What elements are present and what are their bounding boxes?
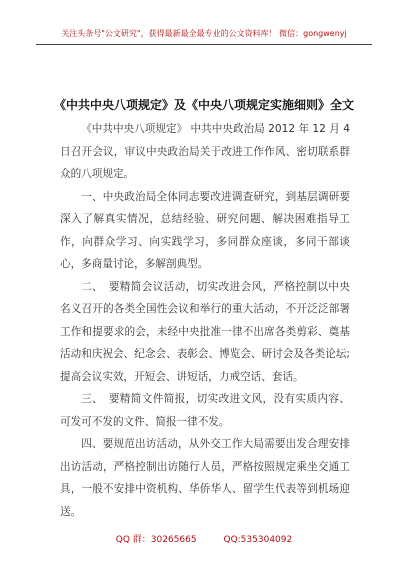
paragraph-4: 四、要规范出访活动，从外交工作大局需要出发合理安排出访活动，严格控制出访随行人员，严格按照规定乘坐交通工具，一般不安排中资机构、华侨华人、留学生代表等到机场迎送。 — [60, 438, 350, 518]
paragraph-1: 一、中央政治局全体同志要改进调查研究，到基层调研要深入了解真实情况，总结经验、研究问题、解决困难指导工作，向群众学习、向实践学习，多同群众座谈，多同干部谈心，多商量讨论，多解剖典型。 — [60, 190, 350, 270]
paragraph-3: 三、 要精简文件简报，切实改进文风，没有实质内容、可发可不发的文件、简报一律不发。 — [60, 393, 350, 428]
footer-qq-group: QQ 群：30265665 — [115, 535, 197, 545]
paragraph-2: 二、 要精简会议活动，切实改进会风，严格控制以中央名义召开的各类全国性会议和举行的重大活动，不开泛泛部署工作和提要求的会，未经中央批准一律不出席各类剪彩、奠基活动和庆祝会、纪念会、表彰会、博览会、研讨会及各类论坛;提高会议实效，开短会、讲短话，力戒空话、套话。 — [60, 280, 350, 383]
footer-qq: QQ:535304092 — [223, 535, 293, 545]
footer — [0, 532, 408, 545]
document-body — [60, 118, 350, 523]
document-title: 《中共中央八项规定》及《中央八项规定实施细则》全文 — [53, 98, 354, 112]
header-banner: 关注头条号"公文研究"，获得最新最全最专业的公文资料库！ 微信：gongwenyj — [61, 29, 347, 38]
paragraph-intro: 《中共中央八项规定》 中共中央政治局 2012 年 12 月 4 日召开会议，审议中央政治局关于改进工作作风、密切联系群众的八项规定。 — [60, 123, 350, 180]
header-divider — [36, 44, 372, 45]
